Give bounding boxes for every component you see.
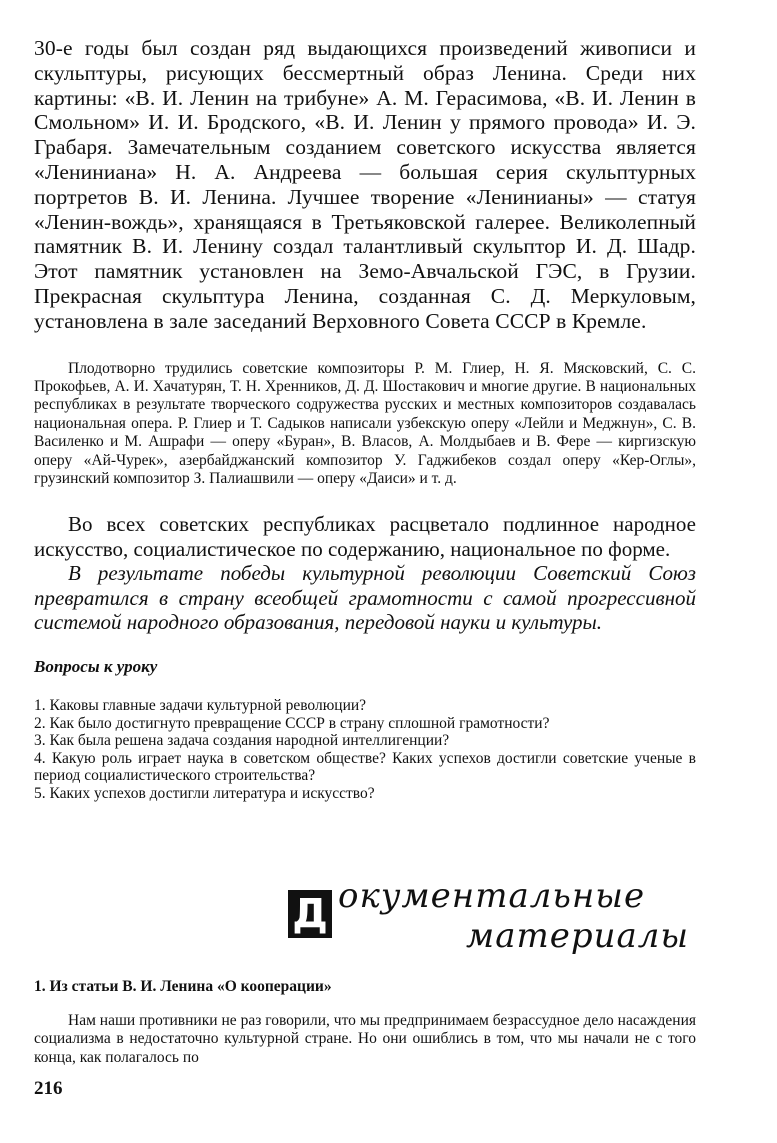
questions-list xyxy=(34,697,696,803)
documents-heading xyxy=(288,870,690,962)
source-title: 1. Из статьи В. И. Ленина «О кооперации» xyxy=(34,978,332,995)
source-text: Нам наши противники не раз говорили, что мы предпринимаем безрассудное дело насаждения социализма в недостаточно культурной стране. Но они ошиблись в том, что мы начали не с того конца, как полагалось по xyxy=(34,1012,696,1066)
page-body xyxy=(34,36,696,802)
page-number: 216 xyxy=(34,1078,63,1099)
question-item: 4. Какую роль играет наука в советском обществе? Каких успехов достигли советские ученые в период социалистического строительства? xyxy=(34,749,696,785)
documents-heading-line2: материалы xyxy=(466,916,690,956)
question-item: 5. Каких успехов достигли литература и искусство? xyxy=(34,784,375,802)
documents-heading-line1: окументальные xyxy=(338,876,646,916)
question-item: 1. Каковы главные задачи культурной революции? xyxy=(34,696,367,714)
question-item: 2. Как было достигнуто превращение СССР в страну сплошной грамотности? xyxy=(34,714,550,732)
documents-heading-initial: Д xyxy=(288,890,332,938)
documents-heading-script xyxy=(332,870,690,962)
question-item: 3. Как была решена задача создания народной интеллигенции? xyxy=(34,732,450,750)
conclusion-paragraph: В результате победы культурной революции Советский Союз превратился в страну всеобщей грамотности с самой прогрессивной системой народного образования, передовой науки и культуры. xyxy=(34,561,696,635)
folk-art-paragraph: Во всех советских республиках расцветало подлинное народное искусство, социалистическое по содержанию, национальное по форме. xyxy=(34,512,696,561)
main-paragraph: 30-е годы был создан ряд выдающихся произведений живописи и скульптуры, рисующих бессмертный образ Ленина. Среди них картины: «В. И. Ленин на трибуне» А. М. Герасимова, «В. И. Ленин в Смольном» И. И. Бродского, «В. И. Ленин у прямого провода» И. Э. Грабаря. Замечательным созданием советского искусства является «Лениниана» Н. А. Андреева — большая серия скульптурных портретов В. И. Ленина. Лучшее творение «Ленинианы» — статуя «Ленин-вождь», хранящаяся в Третьяковской галерее. Великолепный памятник В. И. Ленину создал талантливый скульптор И. Д. Шадр. Этот памятник установлен на Земо-Авчальской ГЭС, в Грузии. Прекрасная скульптура Ленина, созданная С. Д. Меркуловым, установлена в зале заседаний Верховного Совета СССР в Кремле. xyxy=(34,36,696,333)
questions-title: Вопросы к уроку xyxy=(34,656,158,676)
composers-paragraph: Плодотворно трудились советские композиторы Р. М. Глиер, Н. Я. Мясковский, С. С. Прокофьев, А. И. Хачатурян, Т. Н. Хренников, Д. Д. Шостакович и многие другие. В национальных республиках в результате творческого содружества русских и местных композиторов создавалась национальная опера. Р. Глиер и Т. Садыков написали узбекскую оперу «Лейли и Меджнун», С. В. Василенко и М. Ашрафи — оперу «Буран», В. Власов, А. Молдыбаев и В. Фере — киргизскую оперу «Ай-Чурек», азербайджанский композитор У. Гаджибеков создал оперу «Кер-Оглы», грузинский композитор З. Палиашвили — оперу «Даиси» и т. д. xyxy=(34,359,696,487)
